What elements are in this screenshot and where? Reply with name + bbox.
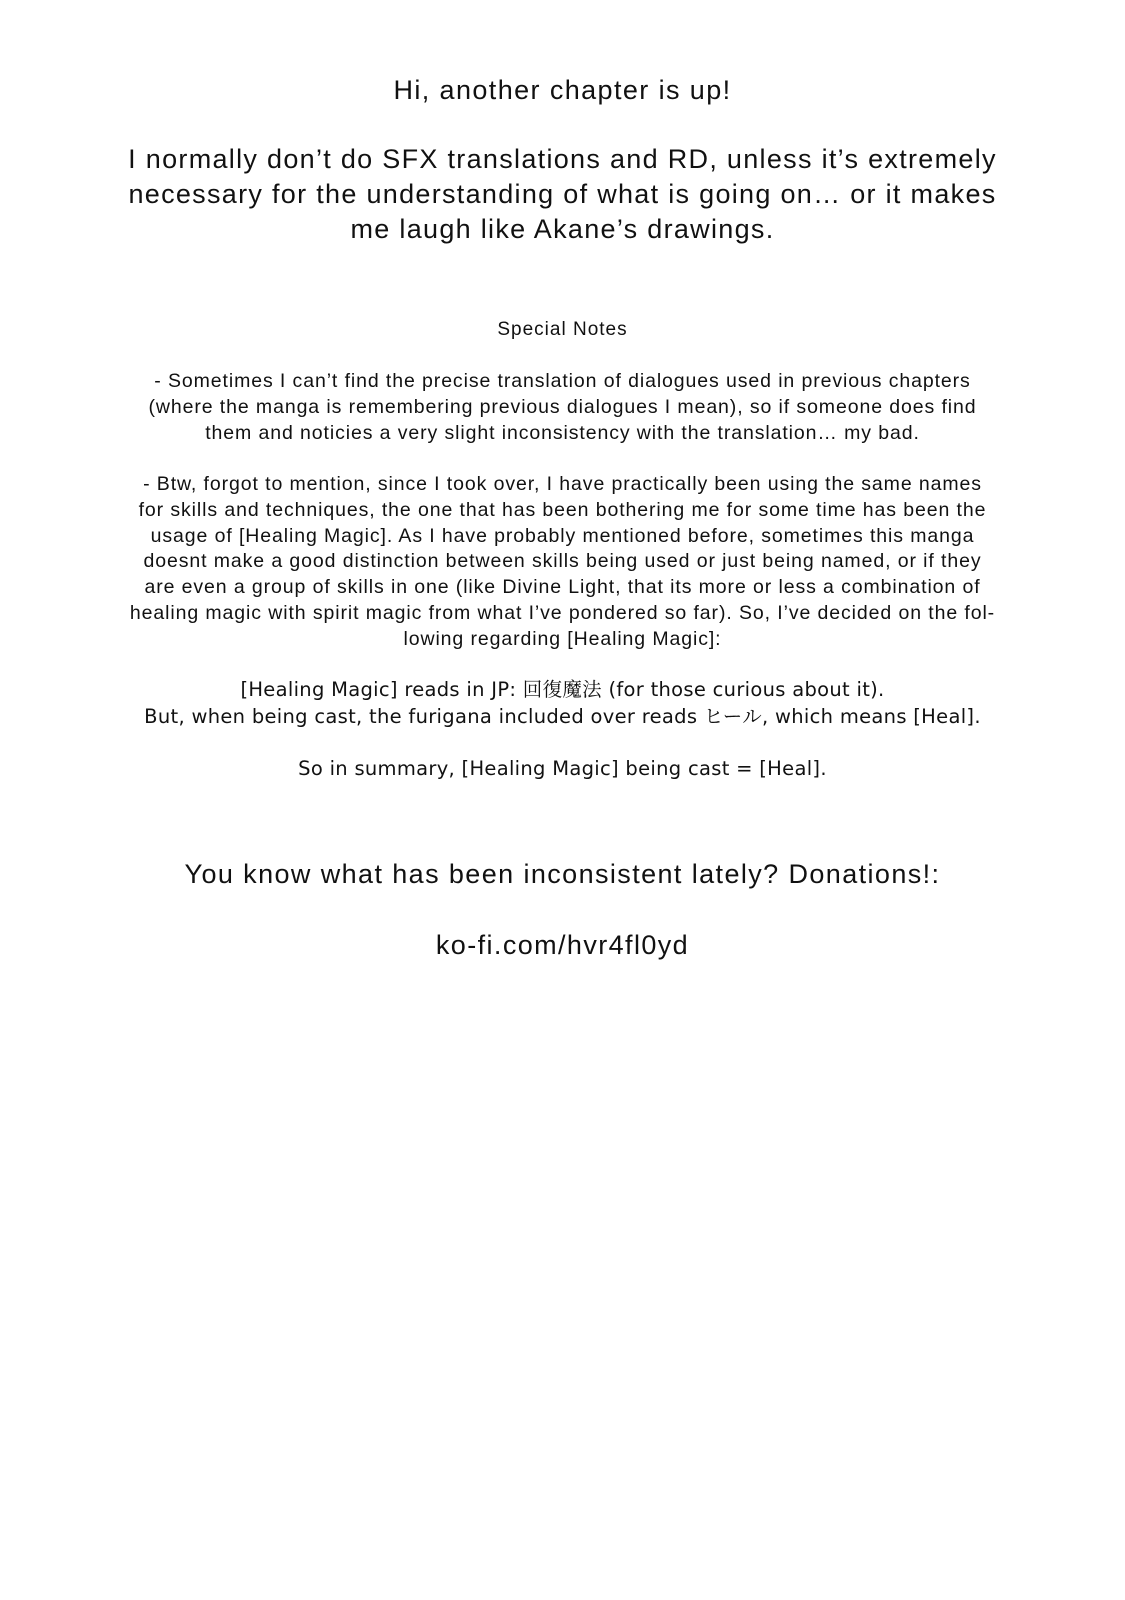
donation-prompt: You know what has been inconsistent lately? Donations!:: [184, 859, 941, 889]
note-line: usage of [Healing Magic]. As I have probably mentioned before, sometimes this manga: [150, 524, 975, 547]
note-line: them and noticies a very slight inconsistency with the translation… my bad.: [205, 421, 920, 444]
summary-line: So in summary, [Healing Magic] being cast = [Heal].: [298, 757, 827, 780]
intro-line: I normally don’t do SFX translations and RD, unless it’s extremely: [128, 144, 997, 174]
note-line: - Sometimes I can’t find the precise translation of dialogues used in previous chapters: [154, 370, 971, 392]
jp-line: But, when being cast, the furigana included over reads ヒール, which means [Heal].: [144, 704, 981, 728]
note-line: (where the manga is remembering previous dialogues I mean), so if someone does find: [148, 395, 977, 418]
intro-line: necessary for the understanding of what is going on… or it makes: [128, 179, 997, 209]
note-line: for skills and techniques, the one that has been bothering me for some time has been the: [138, 498, 987, 521]
note-line: - Btw, forgot to mention, since I took over, I have practically been using the same names: [143, 473, 982, 495]
note-line: lowing regarding [Healing Magic]:: [403, 627, 722, 650]
greeting-heading: Hi, another chapter is up!: [393, 75, 732, 105]
note-line: doesnt make a good distinction between skills being used or just being named, or if they: [143, 550, 982, 573]
note-line: healing magic with spirit magic from what I’ve pondered so far). So, I’ve decided on the fol-: [129, 601, 996, 624]
jp-line: [Healing Magic] reads in JP: 回復魔法 (for those curious about it).: [240, 678, 885, 701]
note-dialogue-translation: [0, 369, 1125, 446]
intro-line: me laugh like Akane’s drawings.: [350, 214, 775, 244]
note-healing-magic: [0, 472, 1125, 653]
intro-paragraph: [0, 142, 1125, 247]
jp-reading-note: [0, 677, 1125, 730]
note-line: are even a group of skills in one (like Divine Light, that its more or less a combination of: [144, 576, 981, 599]
special-notes-title: Special Notes: [497, 319, 628, 340]
donation-link[interactable]: ko-fi.com/hvr4fl0yd: [435, 930, 690, 960]
